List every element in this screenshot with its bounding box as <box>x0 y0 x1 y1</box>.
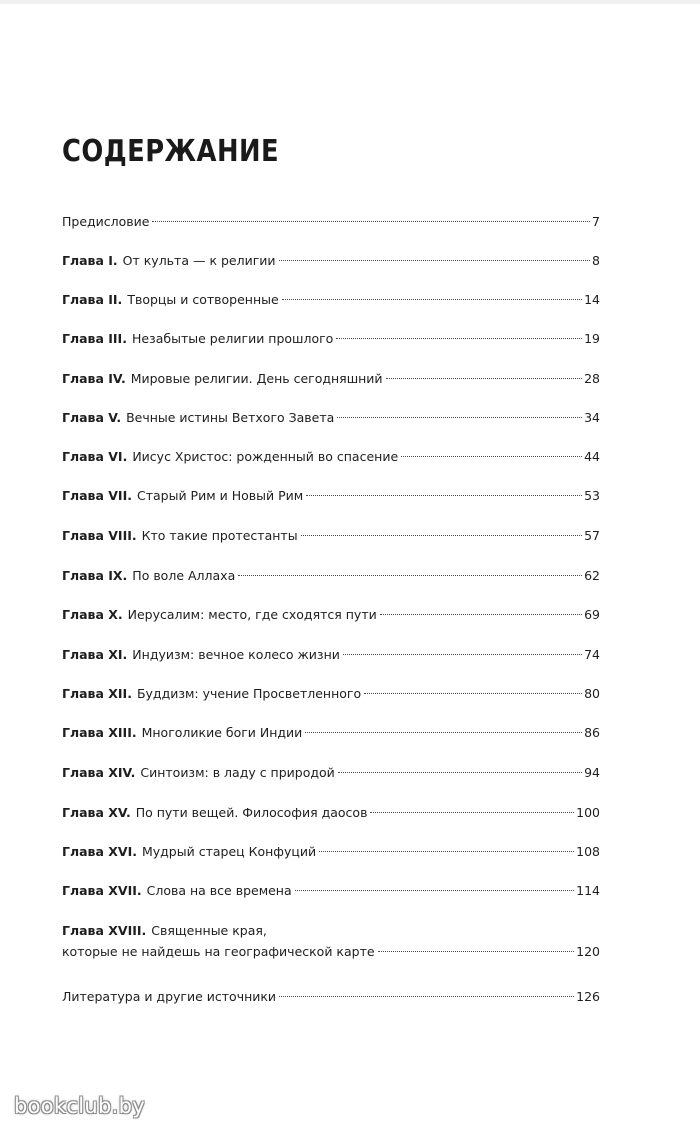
toc-label <box>62 328 333 350</box>
toc-entry-chapter-4[interactable] <box>62 368 600 390</box>
toc-label <box>62 986 276 1008</box>
toc-line <box>62 368 600 390</box>
chapter-number: Глава XI. <box>62 647 128 662</box>
toc-title: По пути вещей. Философия даосов <box>135 805 368 820</box>
toc-label <box>62 485 303 507</box>
toc-line <box>62 880 600 902</box>
toc-line <box>62 841 600 863</box>
toc-entry-chapter-8[interactable] <box>62 525 600 547</box>
toc-line <box>62 802 600 824</box>
dot-leader <box>319 851 574 852</box>
toc-page-number: 57 <box>584 528 600 543</box>
toc-line <box>62 446 600 468</box>
toc-line <box>62 407 600 429</box>
toc-title: Кто такие протестанты <box>141 528 298 543</box>
toc-title: По воле Аллаха <box>132 568 236 583</box>
chapter-number: Глава IV. <box>62 371 126 386</box>
dot-leader <box>380 614 582 615</box>
toc-label <box>62 289 279 311</box>
toc-line <box>62 525 600 547</box>
toc-label <box>62 880 292 902</box>
toc-line <box>62 565 600 587</box>
toc-label <box>62 407 334 429</box>
toc-title: Слова на все времена <box>146 883 292 898</box>
toc-label <box>62 565 235 587</box>
toc-line <box>62 644 600 666</box>
toc-page-number: 34 <box>584 410 600 425</box>
toc-page-number: 86 <box>584 725 600 740</box>
toc-line <box>62 211 600 233</box>
toc-line <box>62 920 600 942</box>
toc-page-number: 69 <box>584 607 600 622</box>
toc-page-number: 94 <box>584 765 600 780</box>
toc-page-number: 114 <box>576 883 600 898</box>
toc-title: Индуизм: вечное колесо жизни <box>132 647 340 662</box>
toc-title-continued: которые не найдешь на географической карте <box>62 944 375 959</box>
dot-leader <box>152 221 590 222</box>
toc-entry-chapter-2[interactable] <box>62 289 600 311</box>
toc-page-number: 53 <box>584 488 600 503</box>
chapter-number: Глава II. <box>62 292 123 307</box>
toc-entry-chapter-7[interactable] <box>62 485 600 507</box>
dot-leader <box>364 693 582 694</box>
toc-label <box>62 446 398 468</box>
dot-leader <box>337 417 582 418</box>
dot-leader <box>338 772 582 773</box>
toc-title: Буддизм: учение Просветленного <box>136 686 362 701</box>
chapter-number: Глава X. <box>62 607 123 622</box>
toc-line <box>62 986 600 1008</box>
dot-leader <box>282 299 582 300</box>
chapter-number: Глава XVII. <box>62 883 142 898</box>
toc-page-number: 80 <box>584 686 600 701</box>
toc-label <box>62 802 367 824</box>
toc-label <box>62 211 149 233</box>
toc-title: Священные края, <box>151 923 267 938</box>
page-title: СОДЕРЖАНИЕ <box>62 134 280 169</box>
dot-leader <box>279 996 574 997</box>
toc-line <box>62 683 600 705</box>
dot-leader <box>295 890 574 891</box>
chapter-number: Глава III. <box>62 331 127 346</box>
toc-entry-chapter-13[interactable] <box>62 722 600 744</box>
toc-label <box>62 722 302 744</box>
chapter-number: Глава XIII. <box>62 725 137 740</box>
toc-title: Незабытые религии прошлого <box>131 331 334 346</box>
toc-title: Вечные истины Ветхого Завета <box>126 410 335 425</box>
toc-title: Многоликие боги Индии <box>141 725 303 740</box>
toc-title: От культа — к религии <box>122 253 276 268</box>
toc-label <box>62 250 276 272</box>
toc-page-number: 108 <box>576 844 600 859</box>
toc-entry-chapter-5[interactable] <box>62 407 600 429</box>
dot-leader <box>238 575 582 576</box>
toc-label <box>62 604 377 626</box>
toc-title: Иисус Христос: рожденный во спасение <box>132 449 399 464</box>
chapter-number: Глава VII. <box>62 488 132 503</box>
toc-title: Литература и другие источники <box>62 989 277 1004</box>
chapter-number: Глава VI. <box>62 449 128 464</box>
toc-entry-chapter-16[interactable] <box>62 841 600 863</box>
dot-leader <box>343 654 582 655</box>
chapter-number: Глава XV. <box>62 805 131 820</box>
toc-entry-chapter-17[interactable] <box>62 880 600 902</box>
toc-line <box>62 485 600 507</box>
toc-line <box>62 722 600 744</box>
toc-line <box>62 250 600 272</box>
dot-leader <box>336 338 582 339</box>
dot-leader <box>370 812 574 813</box>
toc-entry-references[interactable] <box>62 986 600 1008</box>
toc-line <box>62 762 600 784</box>
toc-title: Творцы и сотворенные <box>127 292 279 307</box>
toc-page-number: 74 <box>584 647 600 662</box>
dot-leader <box>401 456 582 457</box>
toc-page-number: 8 <box>592 253 600 268</box>
toc-line <box>62 328 600 350</box>
toc-page-number: 44 <box>584 449 600 464</box>
watermark: bookclub.by <box>14 1094 145 1118</box>
toc-page-number: 120 <box>576 944 600 959</box>
toc-entry-chapter-18[interactable] <box>62 920 600 964</box>
toc-label <box>62 941 375 963</box>
toc-label <box>62 368 383 390</box>
toc-entry-chapter-9[interactable] <box>62 565 600 587</box>
chapter-number: Глава V. <box>62 410 122 425</box>
toc-line <box>62 289 600 311</box>
toc-page-number: 100 <box>576 805 600 820</box>
chapter-number: Глава XII. <box>62 686 132 701</box>
toc-label <box>62 920 267 942</box>
toc-title: Иерусалим: место, где сходятся пути <box>127 607 377 622</box>
toc-entry-preface[interactable] <box>62 211 600 233</box>
toc-page-number: 19 <box>584 331 600 346</box>
toc-page-number: 7 <box>592 214 600 229</box>
toc-page-number: 62 <box>584 568 600 583</box>
toc-page-number: 28 <box>584 371 600 386</box>
toc-entry-chapter-15[interactable] <box>62 802 600 824</box>
chapter-number: Глава XIV. <box>62 765 136 780</box>
toc-line-continued <box>62 941 600 963</box>
dot-leader <box>305 732 582 733</box>
chapter-number: Глава XVI. <box>62 844 137 859</box>
toc-entry-chapter-6[interactable] <box>62 446 600 468</box>
toc-line <box>62 604 600 626</box>
toc-title: Предисловие <box>62 214 150 229</box>
toc-label <box>62 525 298 547</box>
top-rule <box>0 0 700 4</box>
toc-label <box>62 762 335 784</box>
toc-page-number: 14 <box>584 292 600 307</box>
dot-leader <box>306 495 582 496</box>
chapter-number: Глава XVIII. <box>62 923 147 938</box>
dot-leader <box>386 378 583 379</box>
toc-label <box>62 841 316 863</box>
toc-page-number: 126 <box>576 989 600 1004</box>
toc-entry-chapter-11[interactable] <box>62 644 600 666</box>
toc-entry-chapter-1[interactable] <box>62 250 600 272</box>
toc-label <box>62 683 361 705</box>
chapter-number: Глава VIII. <box>62 528 137 543</box>
toc-title: Мудрый старец Конфуций <box>141 844 317 859</box>
chapter-number: Глава I. <box>62 253 118 268</box>
toc-label <box>62 644 340 666</box>
toc-title: Мировые религии. День сегодняшний <box>130 371 383 386</box>
toc-entry-chapter-12[interactable] <box>62 683 600 705</box>
dot-leader <box>279 260 591 261</box>
dot-leader <box>301 535 583 536</box>
chapter-number: Глава IX. <box>62 568 128 583</box>
dot-leader <box>378 951 575 952</box>
toc-title: Синтоизм: в ладу с природой <box>140 765 335 780</box>
toc-entry-chapter-14[interactable] <box>62 762 600 784</box>
toc-entry-chapter-10[interactable] <box>62 604 600 626</box>
toc-title: Старый Рим и Новый Рим <box>136 488 304 503</box>
toc-entry-chapter-3[interactable] <box>62 328 600 350</box>
